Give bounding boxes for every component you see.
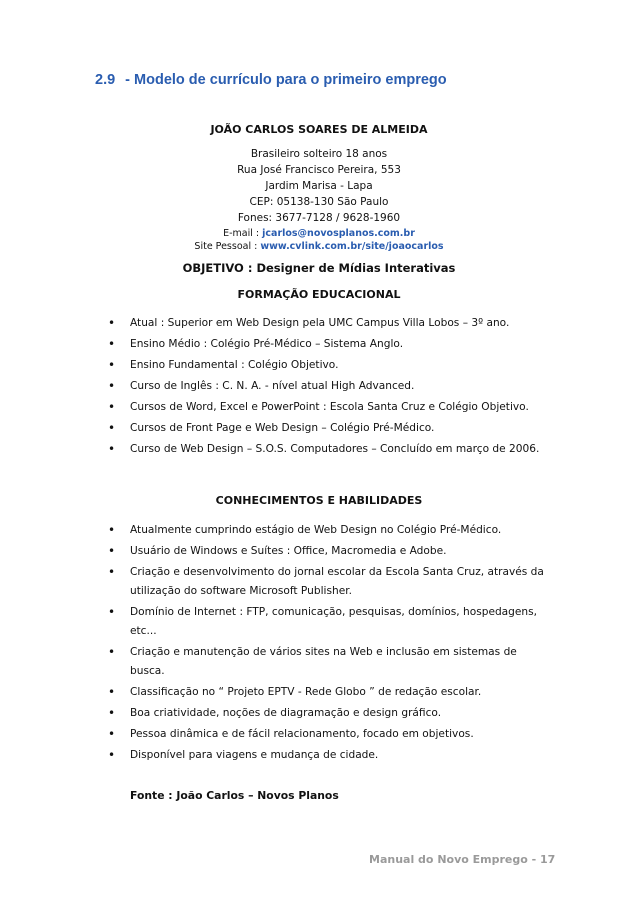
list-item: • Usuário de Windows e Suítes : Office, Macromedia e Adobe.	[108, 542, 548, 561]
source-credit: Fonte : João Carlos – Novos Planos	[130, 789, 339, 802]
address-line: CEP: 05138-130 São Paulo	[249, 196, 389, 208]
list-item: • Ensino Médio : Colégio Pré-Médico – Sistema Anglo.	[108, 335, 548, 354]
address-line: Rua José Francisco Pereira, 553	[237, 164, 401, 176]
list-item: • Atual : Superior em Web Design pela UMC Campus Villa Lobos – 3º ano.	[108, 314, 548, 333]
email-link[interactable]: jcarlos@novosplanos.com.br	[262, 228, 415, 239]
list-item: • Criação e desenvolvimento do jornal escolar da Escola Santa Cruz, através da utilização do software Microsoft Publisher.	[108, 563, 548, 601]
list-item: • Cursos de Front Page e Web Design – Colégio Pré-Médico.	[108, 419, 548, 438]
site-link[interactable]: www.cvlink.com.br/site/joaocarlos	[260, 241, 444, 252]
skills-title: CONHECIMENTOS E HABILIDADES	[215, 494, 423, 507]
list-item: • Domínio de Internet : FTP, comunicação, pesquisas, domínios, hospedagens, etc...	[108, 603, 548, 641]
skills-list	[108, 521, 548, 767]
address-line: Brasileiro solteiro 18 anos	[250, 148, 388, 160]
email-line	[0, 228, 638, 239]
section-number: 2.9	[95, 72, 116, 88]
education-list	[108, 314, 548, 461]
list-item: • Curso de Inglês : C. N. A. - nível atual High Advanced.	[108, 377, 548, 396]
list-item: • Pessoa dinâmica e de fácil relacionamento, focado em objetivos.	[108, 725, 548, 744]
resume-name: JOÃO CARLOS SOARES DE ALMEIDA	[210, 123, 428, 136]
address-line: Fones: 3677-7128 / 9628-1960	[237, 212, 401, 224]
page-footer: Manual do Novo Emprego - 17	[369, 853, 556, 866]
list-item: • Boa criatividade, noções de diagramação e design gráfico.	[108, 704, 548, 723]
list-item: • Cursos de Word, Excel e PowerPoint : Escola Santa Cruz e Colégio Objetivo.	[108, 398, 548, 417]
site-line	[0, 241, 638, 252]
objective: OBJETIVO : Designer de Mídias Interativas	[182, 261, 456, 275]
list-item: • Criação e manutenção de vários sites na Web e inclusão em sistemas de busca.	[108, 643, 548, 681]
education-title: FORMAÇÃO EDUCACIONAL	[237, 288, 401, 301]
list-item: • Ensino Fundamental : Colégio Objetivo.	[108, 356, 548, 375]
address-line: Jardim Marisa - Lapa	[265, 180, 373, 192]
email-label: E-mail :	[223, 228, 260, 239]
list-item: • Disponível para viagens e mudança de cidade.	[108, 746, 548, 765]
list-item: • Curso de Web Design – S.O.S. Computadores – Concluído em março de 2006.	[108, 440, 548, 459]
site-label: Site Pessoal :	[194, 241, 258, 252]
section-heading	[95, 72, 447, 88]
list-item: • Classificação no “ Projeto EPTV - Rede Globo ” de redação escolar.	[108, 683, 548, 702]
list-item: • Atualmente cumprindo estágio de Web Design no Colégio Pré-Médico.	[108, 521, 548, 540]
section-title: - Modelo de currículo para o primeiro emprego	[125, 72, 447, 88]
